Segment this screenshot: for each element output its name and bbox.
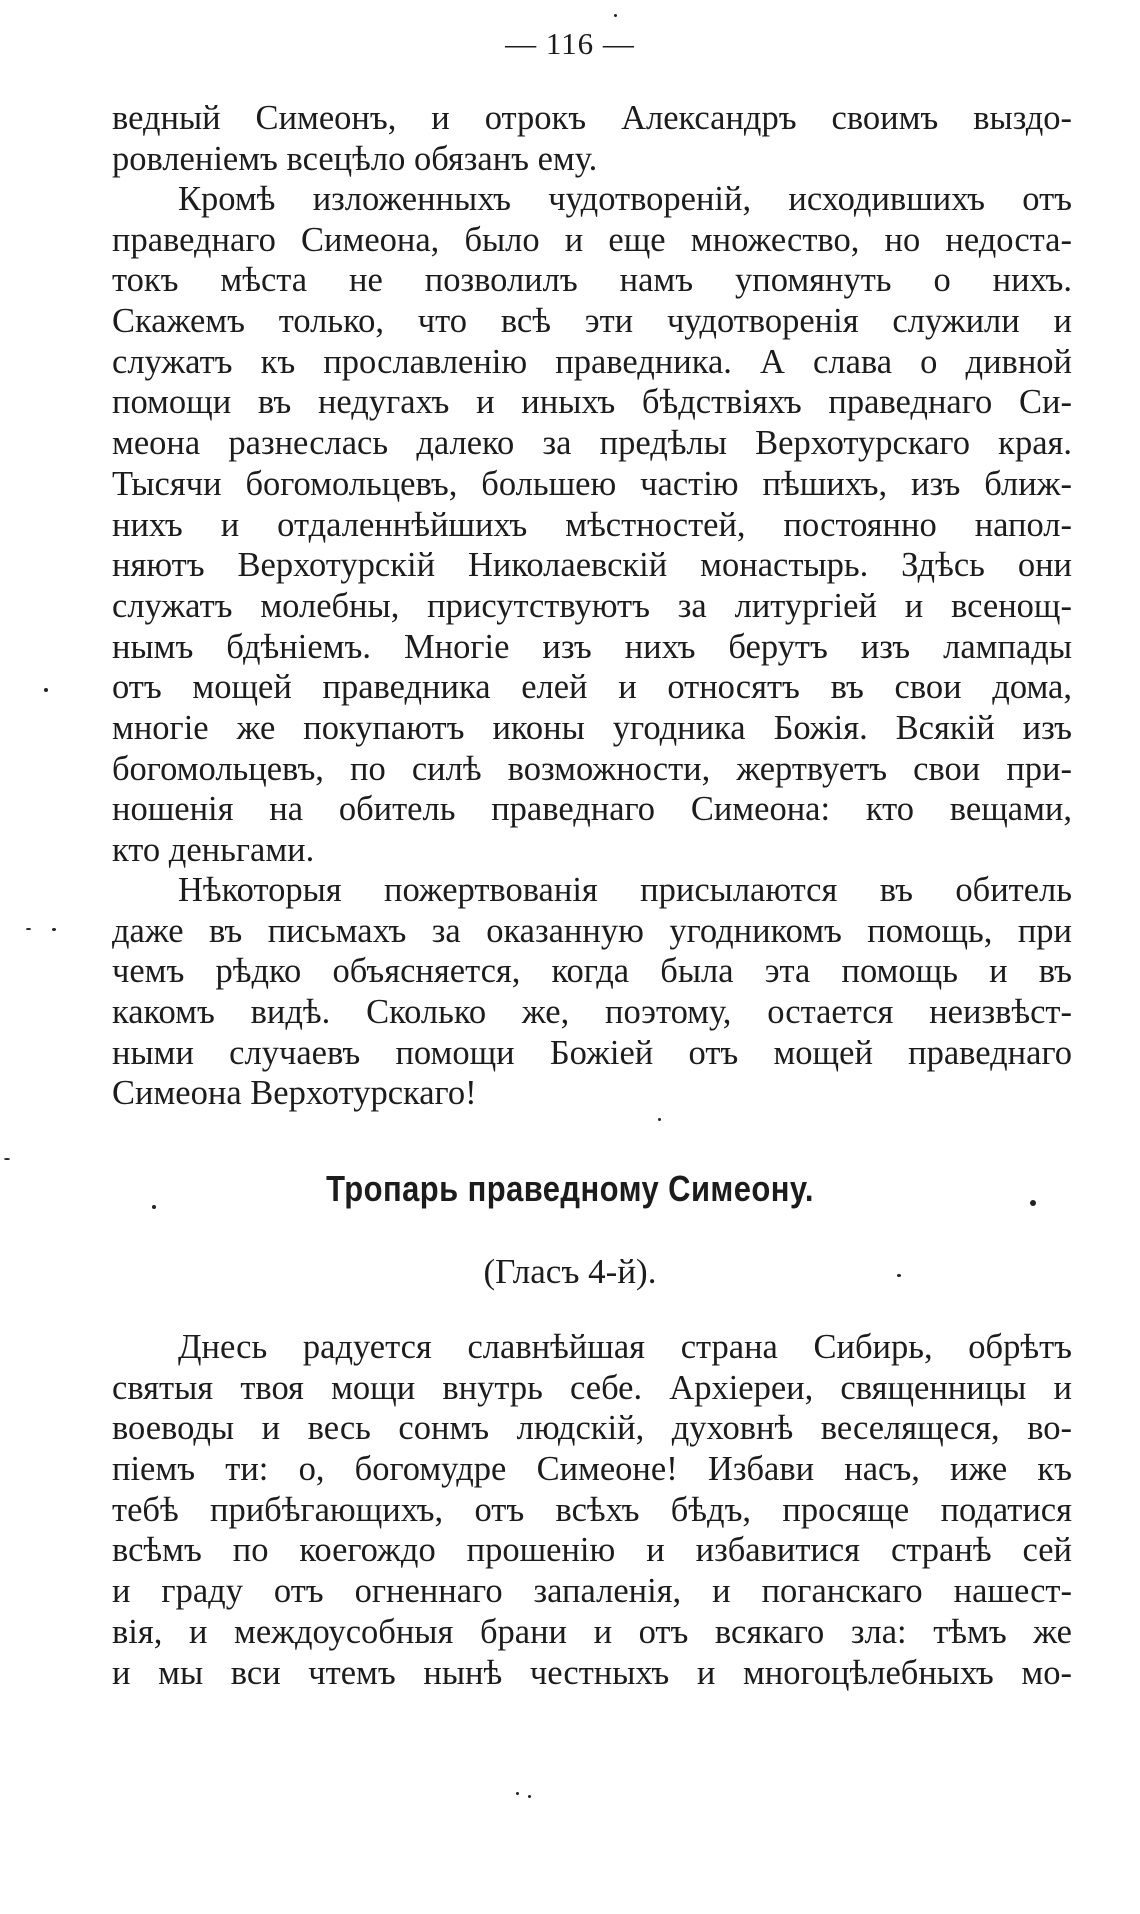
text-line: Днесь радуется славнѣйшая страна Сибирь, обрѣтъ	[178, 1328, 1072, 1366]
text-line: нихъ и отдаленнѣйшихъ мѣстностей, постоянно напол-	[112, 505, 1072, 544]
text-line: какомъ видѣ. Сколько же, поэтому, остается неизвѣст-	[112, 993, 1072, 1032]
scan-speck	[658, 1118, 661, 1121]
text-line: нымъ бдѣніемъ. Многіе изъ нихъ берутъ изъ лампады	[112, 627, 1072, 666]
paragraph-miracles	[112, 179, 1072, 871]
scan-speck	[152, 1205, 156, 1209]
text-line: богомольцевъ, по силѣ возможности, жертвуетъ свои при-	[112, 749, 1072, 788]
text-line: воеводы и весь сонмъ людскій, духовнѣ веселящеся, во-	[112, 1409, 1072, 1448]
paragraph-donations	[112, 870, 1072, 1114]
section-subheading: (Гласъ 4-й).	[483, 1252, 657, 1291]
text-line: и мы вси чтемъ нынѣ честныхъ и многоцѣлебныхъ мо-	[112, 1653, 1072, 1692]
scan-speck	[528, 1795, 531, 1798]
text-line: меона разнеслась далеко за предѣлы Верхотурскаго края.	[112, 424, 1072, 463]
scan-speck	[614, 14, 617, 17]
text-line: помощи въ недугахъ и иныхъ бѣдствіяхъ праведнаго Си-	[112, 383, 1072, 422]
page-number: — 116 —	[505, 26, 635, 61]
text-line: Скажемъ только, что всѣ эти чудотворенія служили и	[112, 302, 1072, 341]
text-line: Тысячи богомольцевъ, большею частію пѣшихъ, изъ ближ-	[112, 464, 1072, 503]
scan-speck	[4, 1158, 10, 1160]
text-line: піемъ ти: о, богомудре Симеоне! Избави насъ, иже къ	[112, 1450, 1072, 1489]
scan-speck	[26, 928, 31, 930]
text-line: ведный Симеонъ, и отрокъ Александръ своимъ выздо-	[112, 99, 1072, 137]
scan-speck	[44, 688, 48, 692]
troparion-text	[112, 1327, 1072, 1693]
text-line: многіе же покупаютъ иконы угодника Божія. Всякій изъ	[112, 708, 1072, 747]
scan-speck	[1030, 1200, 1036, 1206]
text-line: ровленіемъ всецѣло обязанъ ему.	[112, 139, 598, 178]
text-line: праведнаго Симеона, было и еще множество, но недоста-	[112, 220, 1072, 259]
text-line: вія, и междоусобныя брани и отъ всякаго зла: тѣмъ же	[112, 1612, 1072, 1651]
text-line: святыя твоя мощи внутрь себе. Архіереи, священницы и	[112, 1368, 1072, 1407]
paragraph-continuation	[112, 98, 1072, 179]
text-line: отъ мощей праведника елей и относятъ въ свои дома,	[112, 668, 1072, 707]
text-line: даже въ письмахъ за оказанную угодникомъ помощь, при	[112, 911, 1072, 950]
text-line: чемъ рѣдко объясняется, когда была эта помощь и въ	[112, 952, 1072, 991]
text-line: тебѣ прибѣгающихъ, отъ всѣхъ бѣдъ, просяще податися	[112, 1490, 1072, 1529]
text-line: служатъ молебны, присутствуютъ за литургіей и всенощ-	[112, 586, 1072, 625]
text-line: Кромѣ изложенныхъ чудотвореній, исходившихъ отъ	[178, 180, 1072, 218]
section-heading: Тропарь праведному Симеону.	[326, 1168, 814, 1209]
scan-speck	[52, 928, 56, 931]
scan-speck	[897, 1274, 901, 1277]
text-line: и граду отъ огненнаго запаленія, и поганскаго нашест-	[112, 1572, 1072, 1611]
scan-speck	[516, 1792, 519, 1795]
text-line: всѣмъ по коегождо прошенію и избавитися странѣ сей	[112, 1531, 1072, 1570]
text-line: Нѣкоторыя пожертвованія присылаются въ обитель	[178, 871, 1072, 909]
text-line: ношенія на обитель праведнаго Симеона: кто вещами,	[112, 790, 1072, 829]
text-line: токъ мѣста не позволилъ намъ упомянуть о нихъ.	[112, 261, 1072, 300]
text-line: кто деньгами.	[112, 831, 315, 869]
text-line: служатъ къ прославленію праведника. А слава о дивной	[112, 342, 1072, 381]
text-line: няютъ Верхотурскій Николаевскій монастырь. Здѣсь они	[112, 546, 1072, 585]
text-line: Симеона Верхотурскаго!	[112, 1074, 477, 1113]
text-line: ными случаевъ помощи Божіей отъ мощей праведнаго	[112, 1033, 1072, 1072]
